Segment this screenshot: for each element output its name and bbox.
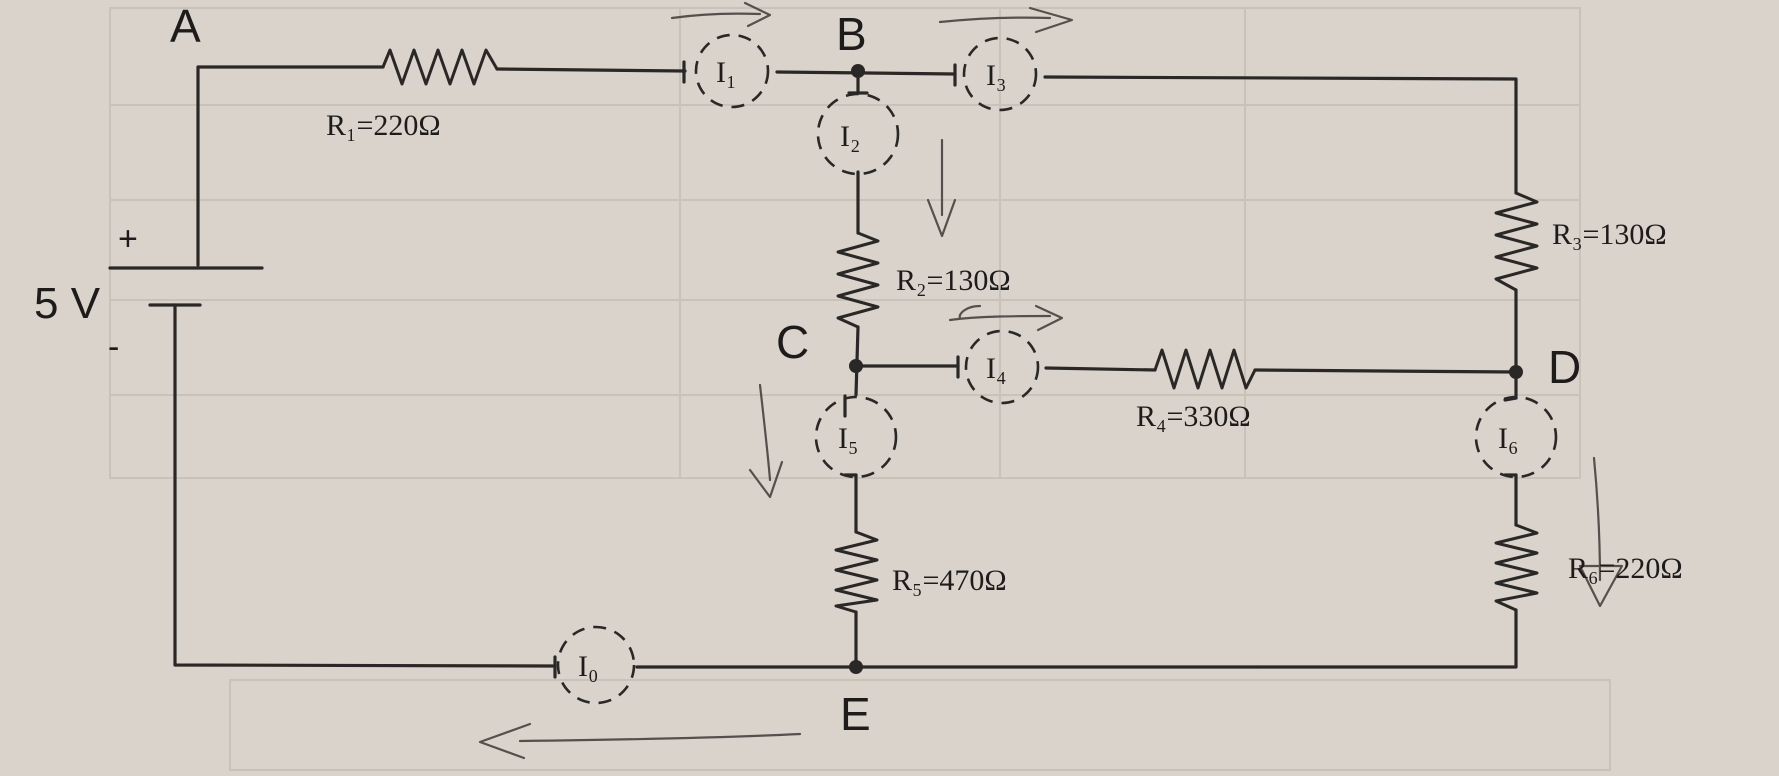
ammeter-i2-label: I₂ [840, 120, 861, 153]
arrow-i3-direction [940, 8, 1072, 32]
arrow-i2-direction [928, 140, 955, 236]
resistor-r4-label: R₄=330Ω [1136, 400, 1251, 433]
node-d-dot [1509, 365, 1523, 379]
wire-r4-to-d [1255, 370, 1516, 372]
battery-plus-label: + [118, 220, 138, 258]
resistor-r6 [1496, 525, 1537, 610]
wire-i4-to-r4 [1046, 368, 1155, 370]
node-label-b: B [836, 8, 867, 60]
battery-minus-label: - [108, 328, 120, 366]
current-arrows [480, 3, 1622, 758]
wires [175, 62, 1519, 677]
wire-i0-to-left [175, 305, 553, 666]
resistor-r2-label: R₂=130Ω [896, 264, 1011, 297]
wire-i3-to-right [1045, 77, 1516, 193]
resistor-r3-label: R₃=130Ω [1552, 218, 1667, 251]
battery-voltage-label: 5 V [34, 279, 101, 328]
resistor-r5 [836, 532, 877, 612]
resistors [383, 50, 1537, 612]
wire-i1-to-i3 [777, 72, 955, 74]
ammeter-i1-label: I₁ [716, 56, 737, 89]
resistor-r4 [1155, 350, 1255, 388]
node-label-c: C [776, 316, 810, 368]
resistor-r1-label: R₁=220Ω [326, 109, 441, 142]
ammeter-i4-label: I₄ [986, 352, 1007, 385]
node-b-dot [851, 64, 865, 78]
arrow-i5-direction [750, 385, 782, 497]
wire-r6-to-bottom [1258, 610, 1516, 667]
ammeter-i6-label: I₆ [1498, 422, 1519, 455]
node-e-dot [849, 660, 863, 674]
arrow-i0-direction [480, 724, 800, 758]
node-label-e: E [840, 688, 871, 740]
ammeter-i0-label: I₀ [578, 650, 599, 683]
arrow-i1-direction [672, 3, 770, 26]
ammeter-i3-label: I₃ [986, 59, 1007, 92]
arrow-i4-direction [950, 306, 1062, 330]
resistor-r2 [838, 233, 878, 327]
wire-top-left [198, 67, 383, 265]
node-label-d: D [1548, 341, 1582, 393]
node-c-dot [849, 359, 863, 373]
resistor-r5-label: R₅=470Ω [892, 564, 1007, 597]
ammeter-i5-label: I₅ [838, 422, 859, 455]
resistor-r1 [383, 50, 497, 84]
resistor-r6-label: R₆=220Ω [1568, 552, 1683, 585]
wire-r1-to-i1 [497, 69, 685, 71]
resistor-r3 [1496, 193, 1537, 290]
node-label-a: A [170, 0, 201, 52]
